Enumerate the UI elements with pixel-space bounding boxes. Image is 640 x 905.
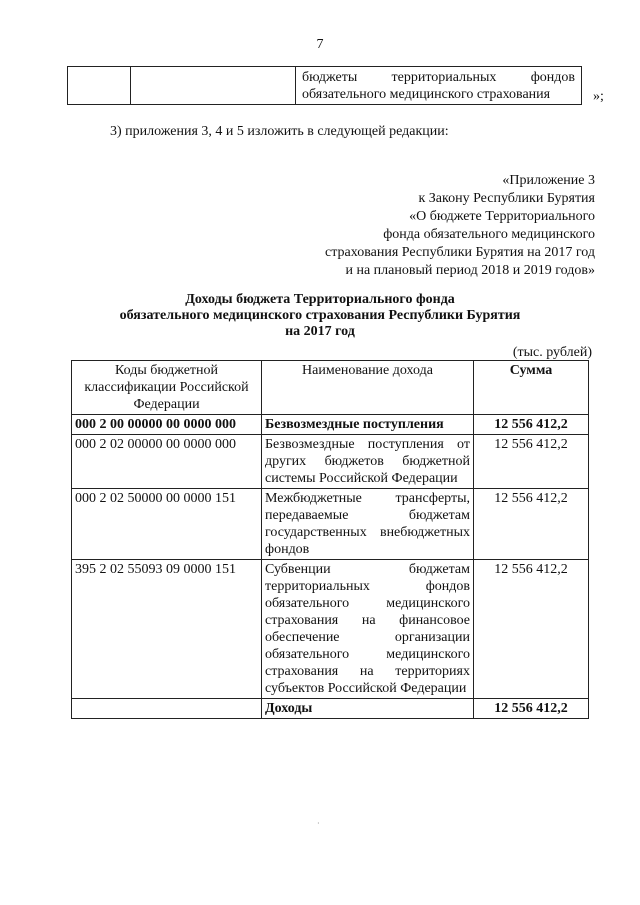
table-total-row <box>72 699 589 719</box>
code-cell: 395 2 02 55093 09 0000 151 <box>72 560 262 699</box>
title-line: Доходы бюджета Территориального фонда <box>185 292 455 307</box>
name-cell: Доходы <box>262 699 474 719</box>
empty-cell <box>131 67 296 105</box>
closing-quote: »; <box>593 89 604 104</box>
cell-text: бюджеты территориальных фондов обязательного медицинского страхования <box>296 67 582 105</box>
appendix-heading <box>325 172 595 280</box>
code-cell <box>72 699 262 719</box>
units-label: (тыс. рублей) <box>512 345 592 360</box>
name-cell: Безвозмездные поступления <box>262 415 474 435</box>
name-cell: Субвенции бюджетам территориальных фондов обязательного медицинского страхования на финансовое обеспечение организации обязательного медицинского страхования на территориях субъектов Российской Федерации <box>262 560 474 699</box>
appendix-line: страхования Республики Бурятия на 2017 год <box>325 245 595 260</box>
amendment-paragraph: 3) приложения 3, 4 и 5 изложить в следующей редакции: <box>110 124 449 139</box>
appendix-line: «Приложение 3 <box>502 173 595 188</box>
code-cell: 000 2 02 00000 00 0000 000 <box>72 435 262 489</box>
table-row <box>72 489 589 560</box>
name-cell: Безвозмездные поступления от других бюджетов бюджетной системы Российской Федерации <box>262 435 474 489</box>
income-table <box>71 360 589 719</box>
table-row <box>72 415 589 435</box>
page-number: 7 <box>316 37 324 52</box>
scan-dot: · <box>317 819 320 828</box>
empty-cell <box>68 67 131 105</box>
header-sum: Сумма <box>474 361 589 415</box>
appendix-line: «О бюджете Территориального <box>409 209 595 224</box>
appendix-line: фонда обязательного медицинского <box>383 227 595 242</box>
appendix-line: и на плановый период 2018 и 2019 годов» <box>345 263 595 278</box>
header-name: Наименование дохода <box>262 361 474 415</box>
table-row <box>68 67 582 105</box>
document-title <box>0 292 640 340</box>
sum-cell: 12 556 412,2 <box>474 560 589 699</box>
title-line: обязательного медицинского страхования Республики Бурятия <box>119 308 521 323</box>
code-cell: 000 2 00 00000 00 0000 000 <box>72 415 262 435</box>
title-line: на 2017 год <box>285 324 355 339</box>
table-header-row <box>72 361 589 415</box>
sum-cell: 12 556 412,2 <box>474 489 589 560</box>
header-codes: Коды бюджетной классификации Российской Федерации <box>72 361 262 415</box>
sum-cell: 12 556 412,2 <box>474 415 589 435</box>
table-row <box>72 560 589 699</box>
appendix-line: к Закону Республики Бурятия <box>418 191 595 206</box>
name-cell: Межбюджетные трансферты, передаваемые бюджетам государственных внебюджетных фондов <box>262 489 474 560</box>
sum-cell: 12 556 412,2 <box>474 699 589 719</box>
table-row <box>72 435 589 489</box>
sum-cell: 12 556 412,2 <box>474 435 589 489</box>
continuation-table <box>67 66 582 105</box>
code-cell: 000 2 02 50000 00 0000 151 <box>72 489 262 560</box>
